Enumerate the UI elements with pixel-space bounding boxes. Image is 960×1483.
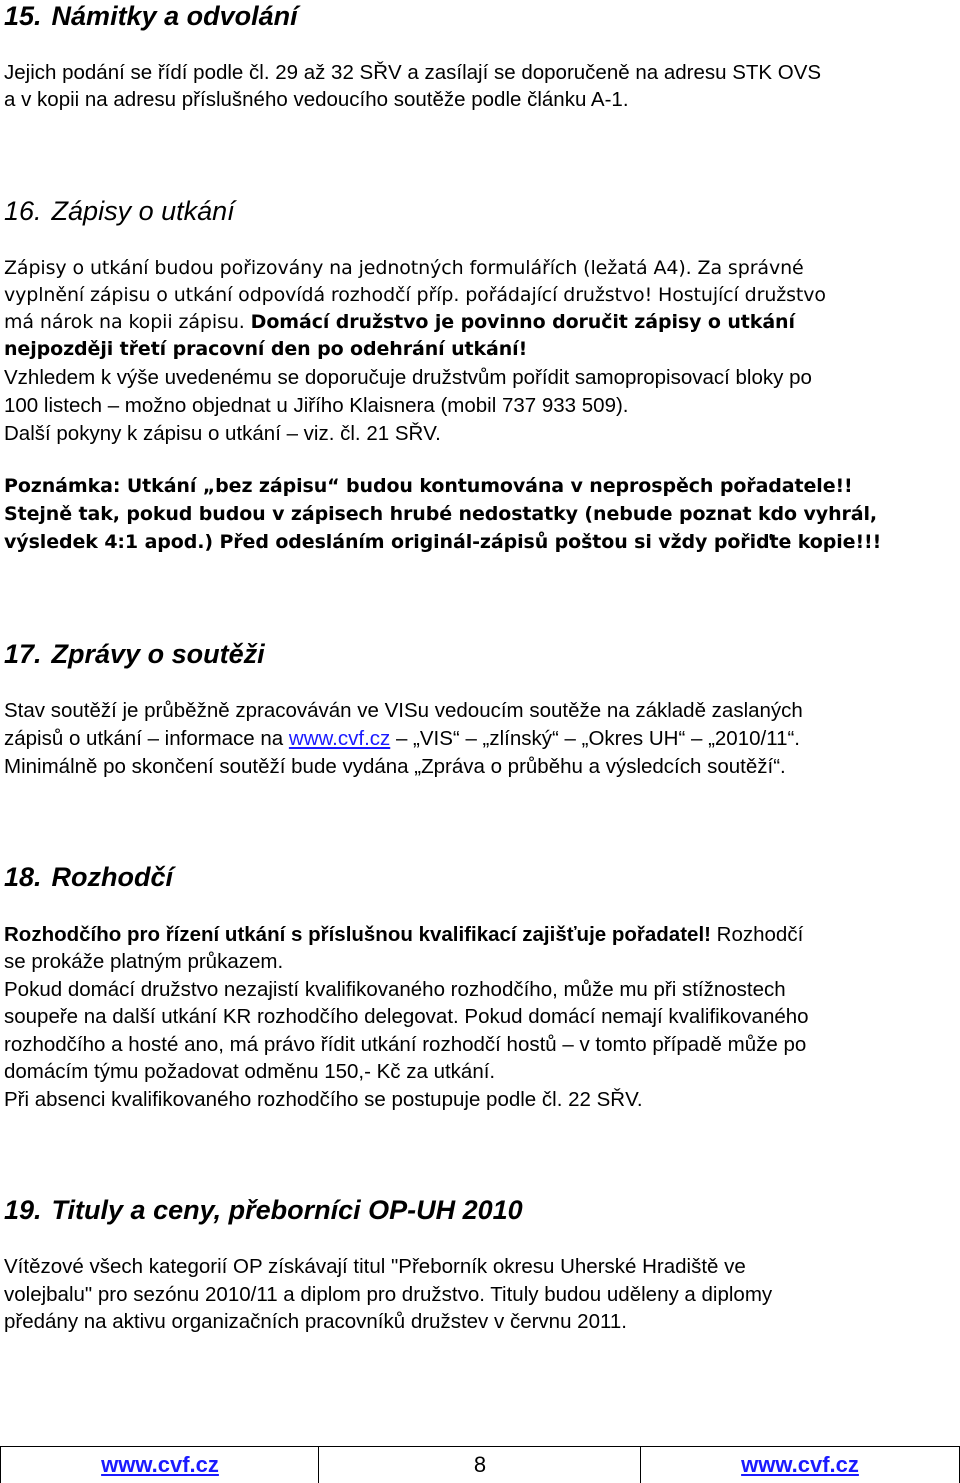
- text-run-bold: Domácí družstvo je povinno doručit zápisy o utkání: [250, 311, 795, 333]
- paragraph-line: rozhodčího a hosté ano, má právo řídit utkání rozhodčí hostů – v tomto případě může po: [4, 1033, 807, 1056]
- text-run: Rozhodčí: [710, 923, 804, 946]
- section-title: Tituly a ceny, přeborníci OP-UH 2010: [51, 1195, 523, 1225]
- cvf-link[interactable]: www.cvf.cz: [288, 727, 391, 750]
- section-17-heading: [4, 638, 265, 670]
- section-title: Rozhodčí: [51, 862, 174, 892]
- page-number: 8: [473, 1452, 487, 1477]
- text-run: zápisů o utkání – informace na: [4, 727, 289, 750]
- paragraph-line: se prokáže platným průkazem.: [4, 950, 284, 973]
- paragraph-line: 100 listech – možno objednat u Jiřího Klaisnera (mobil 737 933 509).: [4, 394, 629, 417]
- paragraph-line: předány na aktivu organizačních pracovníků družstev v červnu 2011.: [4, 1310, 627, 1333]
- section-title: Námitky a odvolání: [51, 1, 298, 31]
- section-number: 17.: [4, 639, 42, 669]
- note-line: Poznámka: Utkání „bez zápisu“ budou kontumována v neprospěch pořadatele!!: [4, 475, 853, 497]
- paragraph-line: Další pokyny k zápisu o utkání – viz. čl. 21 SŘV.: [4, 422, 441, 445]
- paragraph-line: [4, 309, 795, 336]
- section-title: Zápisy o utkání: [51, 196, 235, 226]
- paragraph-line: [4, 921, 803, 948]
- footer-cell-center: [318, 1446, 641, 1483]
- paragraph-line: volejbalu" pro sezónu 2010/11 a diplom pro družstvo. Tituly budou uděleny a diplomy: [4, 1283, 773, 1306]
- section-title: Zprávy o soutěži: [51, 639, 265, 669]
- paragraph-line: Pokud domácí družstvo nezajistí kvalifikovaného rozhodčího, může mu při stížnostech: [4, 978, 786, 1001]
- paragraph-line: soupeře na další utkání KR rozhodčího delegovat. Pokud domácí nemají kvalifikovaného: [4, 1005, 809, 1028]
- paragraph-line: domácím týmu požadovat odměnu 150,- Kč za utkání.: [4, 1060, 496, 1083]
- paragraph-line: Jejich podání se řídí podle čl. 29 až 32 SŘV a zasílají se doporučeně na adresu STK OVS: [4, 61, 822, 84]
- note-line: výsledek 4:1 apod.) Před odesláním originál-zápisů poštou si vždy pořiďte kopie!!!: [4, 531, 882, 553]
- text-run-bold: Rozhodčího pro řízení utkání s příslušnou kvalifikací zajišťuje pořadatel!: [4, 923, 711, 946]
- paragraph-line: vyplnění zápisu o utkání odpovídá rozhodčí příp. pořádající družstvo! Hostující družstvo: [4, 284, 826, 306]
- paragraph-line: Při absenci kvalifikovaného rozhodčího se postupuje podle čl. 22 SŘV.: [4, 1088, 643, 1111]
- paragraph-line: Stav soutěží je průběžně zpracováván ve VISu vedoucím soutěže na základě zaslaných: [4, 699, 803, 722]
- paragraph-line: [4, 725, 800, 752]
- section-number: 18.: [4, 862, 42, 892]
- section-19-heading: [4, 1194, 523, 1226]
- note-line: Stejně tak, pokud budou v zápisech hrubé nedostatky (nebude poznat kdo vyhrál,: [4, 503, 878, 525]
- paragraph-line: Vzhledem k výše uvedenému se doporučuje družstvům pořídit samopropisovací bloky po: [4, 366, 812, 389]
- section-15-heading: [4, 0, 298, 32]
- paragraph-line: Vítězové všech kategorií OP získávají titul "Přeborník okresu Uherské Hradiště ve: [4, 1255, 746, 1278]
- section-16-heading: [4, 195, 235, 227]
- footer-link-right[interactable]: www.cvf.cz: [741, 1452, 859, 1477]
- section-number: 16.: [4, 196, 42, 226]
- paragraph-line: Minimálně po skončení soutěží bude vydána „Zpráva o průběhu a výsledcích soutěží“.: [4, 755, 786, 778]
- section-number: 19.: [4, 1195, 42, 1225]
- text-run: má nárok na kopii zápisu.: [4, 311, 251, 333]
- page-footer: [0, 1446, 960, 1482]
- footer-cell-right: [640, 1446, 960, 1483]
- footer-link-left[interactable]: www.cvf.cz: [101, 1452, 219, 1477]
- text-run: – „VIS“ – „zlínský“ – „Okres UH“ – „2010/11“.: [390, 727, 800, 750]
- footer-cell-left: [0, 1446, 319, 1483]
- paragraph-line: Zápisy o utkání budou pořizovány na jednotných formulářích (ležatá A4). Za správné: [4, 257, 804, 279]
- section-number: 15.: [4, 1, 42, 31]
- section-18-heading: [4, 861, 173, 893]
- paragraph-line-bold: nejpozději třetí pracovní den po odehrání utkání!: [4, 338, 528, 360]
- paragraph-line: a v kopii na adresu příslušného vedoucího soutěže podle článku A-1.: [4, 88, 629, 111]
